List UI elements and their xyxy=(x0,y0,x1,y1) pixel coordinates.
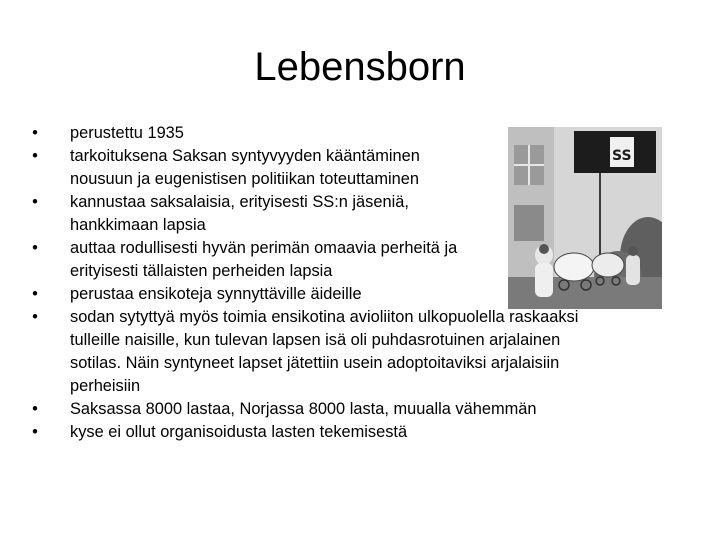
bullet-text-line: hankkimaan lapsia xyxy=(70,216,206,234)
bullet-dot-icon: • xyxy=(32,147,38,165)
bullet-text-line: perustaa ensikoteja synnyttäville äideille xyxy=(70,285,362,303)
bullet-text-line: erityisesti tällaisten perheiden lapsia xyxy=(70,262,333,280)
bullet-text-line: perustettu 1935 xyxy=(70,124,184,142)
bullet-item xyxy=(28,421,668,444)
svg-text:SS: SS xyxy=(612,148,632,164)
bullet-text-line: kannustaa saksalaisia, erityisesti SS:n jäseniä, xyxy=(70,193,409,211)
bullet-dot-icon: • xyxy=(32,423,38,441)
bullet-text-line: Saksassa 8000 lastaa, Norjassa 8000 lasta, muualla vähemmän xyxy=(70,400,537,418)
bullet-item xyxy=(28,283,668,306)
bullet-text-line: auttaa rodullisesti hyvän perimän omaavia perheitä ja xyxy=(70,239,458,257)
bullet-item xyxy=(28,145,668,191)
slide-title: Lebensborn xyxy=(254,45,466,89)
bullet-item xyxy=(28,122,668,145)
bullet-dot-icon: • xyxy=(32,400,38,418)
bullet-text-line: kyse ei ollut organisoidusta lasten tekemisestä xyxy=(70,423,408,441)
bullet-item xyxy=(28,306,668,398)
bullet-dot-icon: • xyxy=(32,308,38,326)
bullet-text-line: sodan sytyttyä myös toimia ensikotina avioliiton ulkopuolella raskaaksi xyxy=(70,308,579,326)
bullet-item xyxy=(28,237,668,283)
bullet-text-line: nousuun ja eugenistisen politiikan toteuttaminen xyxy=(70,170,419,188)
bullet-item xyxy=(28,191,668,237)
bullet-item xyxy=(28,398,668,421)
bullet-dot-icon: • xyxy=(32,193,38,211)
bullet-text-line: sotilas. Näin syntyneet lapset jätettiin usein adoptoitaviksi arjalaisiin xyxy=(70,354,560,372)
bullet-list xyxy=(28,122,668,444)
bullet-text-line: tarkoituksena Saksan syntyvyyden kääntäminen xyxy=(70,147,420,165)
bullet-dot-icon: • xyxy=(32,285,38,303)
bullet-text-line: tulleille naisille, kun tulevan lapsen isä oli puhdasrotuinen arjalainen xyxy=(70,331,561,349)
bullet-text-line: perheisiin xyxy=(70,377,141,395)
bullet-dot-icon: • xyxy=(32,239,38,257)
bullet-dot-icon: • xyxy=(32,124,38,142)
